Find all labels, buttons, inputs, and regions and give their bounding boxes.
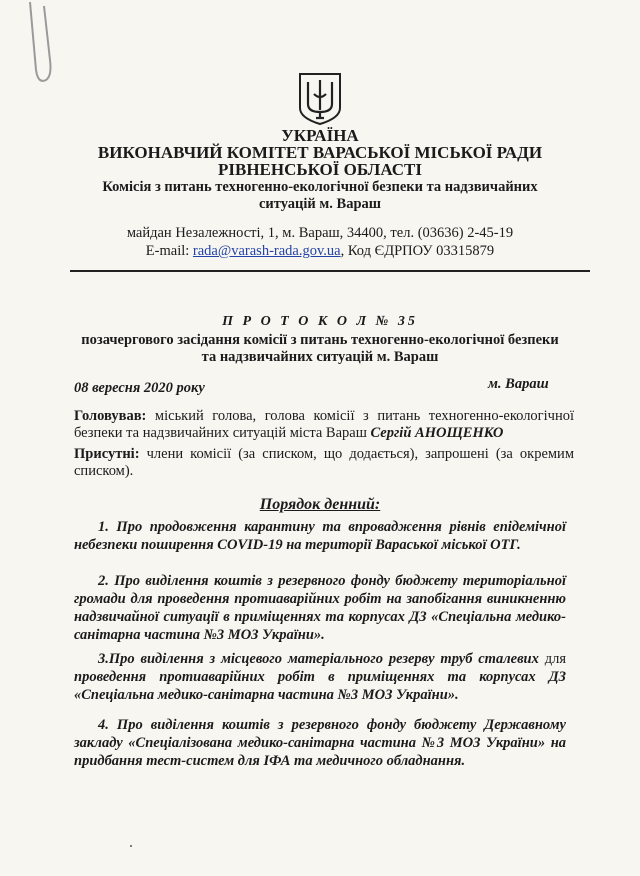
header-divider [70, 270, 590, 272]
chair-text: міський голова, голова комісії з питань техногенно-екологічної безпеки та надзвичайних ситуацій міста Вараш [74, 408, 574, 441]
scan-speck [130, 845, 132, 847]
oblast-heading: РІВНЕНСЬКОЇ ОБЛАСТІ [218, 160, 422, 179]
country-heading: УКРАЇНА [281, 126, 359, 145]
commission-line-2: ситуацій м. Вараш [259, 196, 381, 212]
agenda-item-3-text-c: проведення протиаварійних робіт в приміщеннях та корпусах ДЗ «Спеціальна медико-санітарна частина №3 МОЗ України». [74, 669, 566, 703]
protocol-city: м. Вараш [488, 376, 549, 392]
protocol-subtitle-2: та надзвичайних ситуацій м. Вараш [201, 349, 439, 365]
chair-name: Сергій АНОЩЕНКО [370, 425, 504, 441]
email-line [60, 242, 580, 260]
commission-line-1: Комісія з питань техногенно-екологічної безпеки та надзвичайних [102, 179, 538, 195]
address-line: майдан Незалежності, 1, м. Вараш, 34400, тел. (03636) 2-45-19 [126, 225, 514, 241]
paper-clip [22, 0, 62, 90]
committee-heading: ВИКОНАВЧИЙ КОМІТЕТ ВАРАСЬКОЇ МІСЬКОЇ РАДИ [97, 143, 543, 162]
trident-emblem-icon [294, 70, 346, 126]
agenda-item-3 [74, 650, 566, 704]
protocol-subtitle-1: позачергового засідання комісії з питань техногенно-екологічної безпеки [81, 332, 559, 348]
chair-label: Головував: [74, 408, 147, 424]
chair-paragraph [74, 408, 574, 442]
email-label: E-mail: [145, 243, 193, 259]
present-label: Присутні: [74, 446, 140, 462]
agenda-item-1: 1. Про продовження карантину та впровадження рівнів епідемічної небезпеки поширення COVID-19 на території Вараської міської ОТГ. [74, 519, 566, 553]
present-paragraph [74, 446, 574, 480]
agenda-item-3-text-b: для [544, 651, 566, 667]
protocol-title: П Р О Т О К О Л № 35 [222, 314, 418, 329]
agenda-item-2: 2. Про виділення коштів з резервного фонду бюджету територіальної громади для проведення протиаварійних робіт на запобігання виникненню надзвичайної ситуації в приміщеннях та корпусах ДЗ «Спеціальна медико-санітарна частина №3 МОЗ України». [74, 573, 566, 643]
present-text: члени комісії (за списком, що додається), запрошені (за окремим списком). [74, 446, 574, 479]
agenda-item-4: 4. Про виділення коштів з резервного фонду бюджету Державному закладу «Спеціалізована медико-санітарна частина №3 МОЗ України» на придбання тест-систем для ІФА та медичного обладнання. [74, 717, 566, 769]
agenda-title: Порядок денний: [259, 496, 381, 513]
email-link[interactable]: rada@varash-rada.gov.ua [192, 243, 341, 259]
edrpou-code: , Код ЄДРПОУ 03315879 [340, 243, 495, 259]
protocol-date: 08 вересня 2020 року [74, 380, 205, 396]
agenda-item-3-text-a: 3.Про виділення з місцевого матеріального резерву труб сталевих [98, 651, 545, 667]
